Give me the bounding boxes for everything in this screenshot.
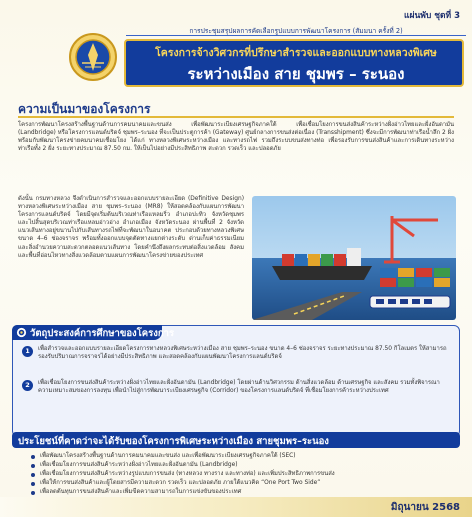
benefit-item-2: เพื่อเชื่อมโยงการขนส่งสินค้าระหว่างฝั่งอ่าวไทยและฝั่งอันดามัน (Landbridge) — [40, 462, 238, 468]
header — [68, 25, 464, 93]
objective-text-1: เพื่อสำรวจและออกแบบรายละเอียดโครงการทางหลวงพิเศษระหว่างเมือง สาย ชุมพร–ระนอง ขนาด 4–6 ช่องจราจร ระยะทางประมาณ 87.50 กิโลเมตร ให้สามารถรองรับปริมาณการจราจรได้อย่างมีประสิทธิภาพ และสอดคล้องกับแผนพัฒนาโครงการแลนด์บริดจ์ — [38, 346, 447, 360]
sheet-number: แผ่นพับ ชุดที่ 3 — [404, 11, 460, 21]
logistics-collage-image — [252, 196, 456, 320]
bullet-icon — [31, 455, 35, 459]
objective-number-1: 1 — [22, 346, 33, 357]
title-banner — [124, 39, 464, 87]
objective-text-2: เพื่อเชื่อมโยงการขนส่งสินค้าระหว่างฝั่งอ่าวไทยและฝั่งอันดามัน (Landbridge) โดยผ่านด้านวิศวกรรม ด้านสิ่งแวดล้อม ด้านเศรษฐกิจ และสังคม รวมทั้งพิจารณาความเหมาะสมของการลงทุน เพื่อนำไปสู่การพัฒนาระเบียงเศรษฐกิจ (Corridor) ของโครงการแลนด์บริดจ์ ที่เชื่อมโยงการค้าระหว่างประเทศ — [38, 380, 440, 394]
objective-number-2: 2 — [22, 380, 33, 391]
heading-underline — [18, 116, 454, 118]
event-subtitle: การประชุมสรุปผลการคัดเลือกรูปแบบการพัฒนาโครงการ (สัมมนา ครั้งที่ 2) — [126, 25, 466, 36]
background-paragraph-2: ดังนั้น กรมทางหลวง จึงดำเนินการสำรวจและออกแบบรายละเอียด (Definitive Design) ทางหลวงพิเศษระหว่างเมือง สาย ชุมพร–ระนอง (MR8) ให้สอดคล้องกับแผนการพัฒนาโครงการแลนด์บริดจ์ โดยมีจุดเริ่มต้นบริเวณท่าเรือแหลมริ่ว อำเภอปะทิว จังหวัดชุมพร และไปสิ้นสุดบริเวณท่าเรือแหลมอ่าวอ่าง อำเภอเมือง จังหวัดระนอง ผ่านพื้นที่ 2 จังหวัด แนวเส้นทางอยู่ขนานไปกับเส้นทางรถไฟที่จะพัฒนาในอนาคต ประกอบด้วยทางหลวงพิเศษขนาด 4–6 ช่องจราจร พร้อมทั้งออกแบบจุดตัดทางแยกต่างระดับ ด่านเก็บค่าธรรมเนียม และสิ่งอำนวยความสะดวกตลอดแนวเส้นทาง โดยคำนึงถึงผลกระทบต่อสิ่งแวดล้อม สังคม และพื้นที่อ่อนไหวทางสิ่งแวดล้อมตามแผนการพัฒนาโครงข่ายของประเทศ — [18, 196, 244, 259]
objectives-heading: วัตถุประสงค์การศึกษาของโครงการ — [30, 328, 175, 339]
publication-date: มิถุนายน 2568 — [390, 502, 460, 513]
project-title-line2: ระหว่างเมือง สาย ชุมพร – ระนอง — [187, 65, 405, 83]
background-heading: ความเป็นมาของโครงการ — [18, 102, 151, 116]
background-paragraph-1: โครงการพัฒนาโครงสร้างพื้นฐานด้านการคมนาคมและขนส่ง เพื่อพัฒนาระเบียงเศรษฐกิจภาคใต้ เพื่อเชื่อมโยงการขนส่งสินค้าระหว่างฝั่งอ่าวไทยและฝั่งอันดามัน (Landbridge) หรือโครงการแลนด์บริดจ์ ชุมพร–ระนอง ที่จะเป็นประตูการค้า (Gateway) ศูนย์กลางการขนส่งต่อเนื่อง (Transshipment) ซึ่งจะมีการพัฒนาท่าเรือน้ำลึก 2 ฝั่ง พร้อมกับพัฒนาโครงข่ายคมนาคมเชื่อมโยง ได้แก่ ทางหลวงพิเศษระหว่างเมือง และทางรถไฟ รวมถึงระบบขนส่งทางท่อ เพื่อรองรับการขนส่งสินค้าและการเดินทางระหว่างท่าเรือทั้ง 2 ฝั่ง ระยะทางประมาณ 87.50 กม. ให้เป็นไปอย่างมีประสิทธิภาพ สะดวก รวดเร็ว และปลอดภัย — [18, 122, 454, 153]
benefit-item-5: เพื่อลดต้นทุนการขนส่งสินค้าและเพิ่มขีดความสามารถในการแข่งขันของประเทศ — [40, 489, 242, 495]
bullet-icon — [31, 464, 35, 468]
bullet-icon — [31, 482, 35, 486]
benefits-heading: ประโยชน์ที่คาดว่าจะได้รับของโครงการพิเศษระหว่างเมือง สายชุมพร–ระนอง — [18, 436, 329, 447]
benefit-item-1: เพื่อพัฒนาโครงสร้างพื้นฐานด้านการคมนาคมและขนส่ง และเพื่อพัฒนาระเบียงเศรษฐกิจภาคใต้ (SEC) — [40, 453, 296, 459]
bullet-icon — [31, 473, 35, 477]
benefit-item-3: เพื่อเชื่อมโยงการขนส่งสินค้าระหว่างรูปแบบการขนส่ง (ทางหลวง ทางราง และทางท่อ) และเพิ่มประสิทธิภาพการขนส่ง — [40, 471, 335, 477]
target-icon — [16, 327, 27, 338]
bullet-icon — [31, 491, 35, 495]
project-title-line1: โครงการจ้างวิศวกรที่ปรึกษาสำรวจและออกแบบทางหลวงพิเศษ — [155, 47, 437, 59]
benefit-item-4: เพื่อให้การขนส่งสินค้าและผู้โดยสารมีความสะดวก รวดเร็ว และปลอดภัย ภายใต้แนวคิด “One Port Two Side” — [40, 480, 321, 486]
department-of-highways-logo-icon — [68, 27, 118, 87]
